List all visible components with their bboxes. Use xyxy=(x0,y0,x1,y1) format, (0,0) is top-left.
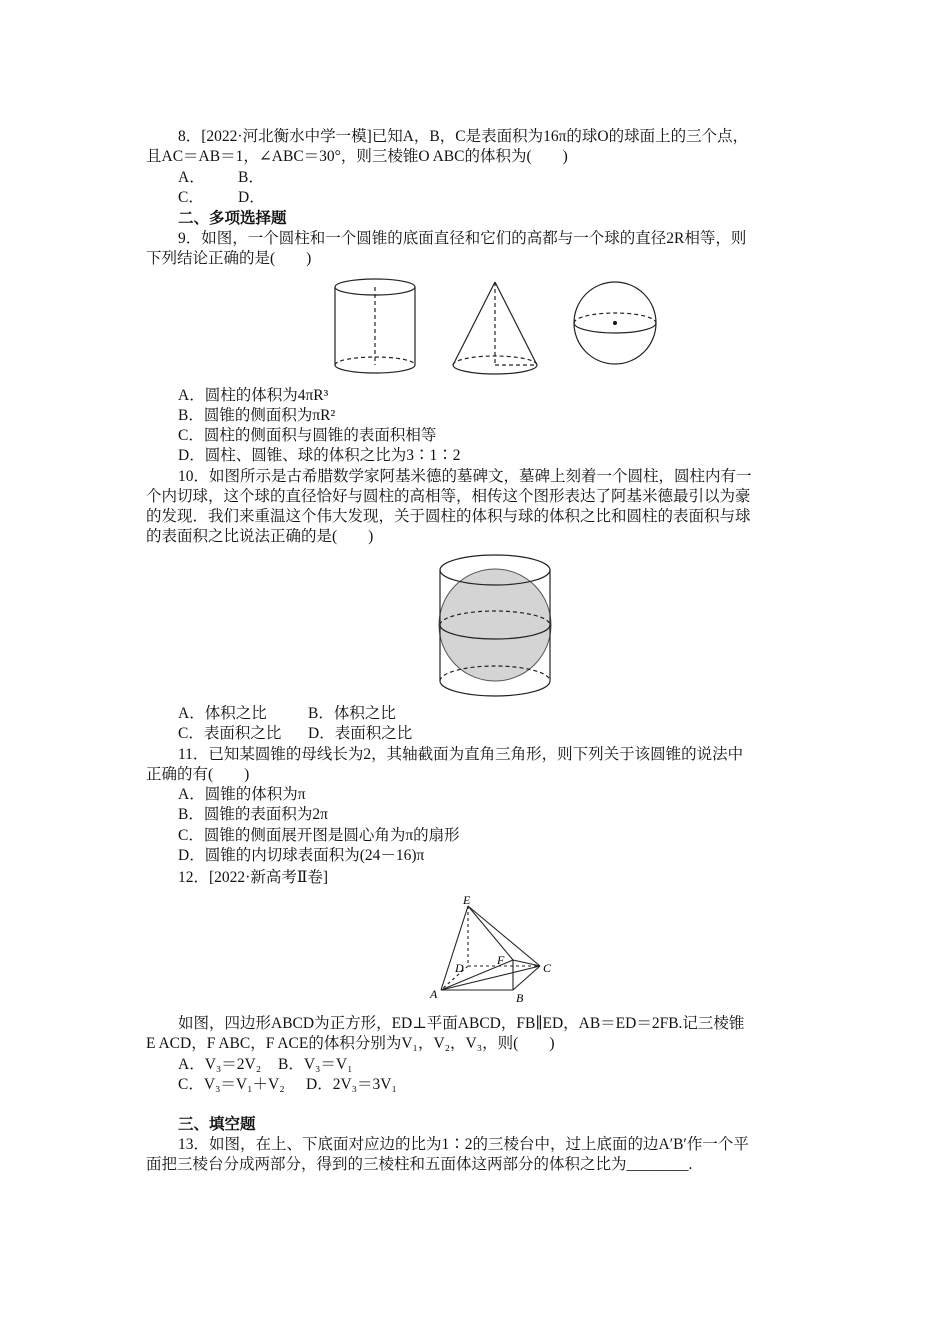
q9-line-1: 9．如图，一个圆柱和一个圆锥的底面直径和它们的高都与一个球的直径2R相等，则 xyxy=(178,230,747,247)
q12-options-row-2 xyxy=(178,1075,848,1095)
point-label-d: D xyxy=(455,961,464,975)
section-heading-fill-in: 三、填空题 xyxy=(178,1116,256,1133)
q10-options-row-1 xyxy=(178,704,848,724)
q11-option-d: D．圆锥的内切球表面积为(24－16)π xyxy=(178,847,425,864)
q12-line-3: E ACD，F ABC，F ACE的体积分别为V₁，V₂，V₃，则( ) xyxy=(146,1035,555,1052)
q8-options-row-2 xyxy=(178,188,848,208)
q10-line-2: 个内切球，这个球的直径恰好与圆柱的高相等，相传这个图形表达了阿基米德最引以为豪 xyxy=(146,488,751,505)
q8-options-row-1 xyxy=(178,168,848,188)
q10-option-d: D．表面积之比 xyxy=(308,725,413,742)
q12-figure-pyramid xyxy=(425,890,560,1010)
section-heading-multiple-choice: 二、多项选择题 xyxy=(178,210,287,227)
q10-option-c: C．表面积之比 xyxy=(178,725,282,742)
q8-option-a: A． xyxy=(178,169,205,186)
q11-option-b: B．圆锥的表面积为2π xyxy=(178,806,328,823)
q8-option-d: D． xyxy=(238,189,265,206)
q9-option-c: C．圆柱的侧面积与圆锥的表面积相等 xyxy=(178,427,437,444)
q9-line-2: 下列结论正确的是( ) xyxy=(146,250,312,267)
q12-option-b: B．V₃＝V₁ xyxy=(278,1056,353,1073)
q8-line-1: 8．[2022·河北衡水中学一模]已知A，B，C是表面积为16π的球O的球面上的三个点， xyxy=(178,128,749,145)
q11-option-a: A．圆锥的体积为π xyxy=(178,786,306,803)
q12-option-a: A．V₃＝2V₂ xyxy=(178,1056,262,1073)
q12-option-c: C．V₃＝V₁＋V₂ xyxy=(178,1076,285,1093)
q12-options-row-1 xyxy=(178,1055,848,1075)
q10-options-row-2 xyxy=(178,724,848,744)
point-label-f: F xyxy=(497,953,505,967)
q9-option-d: D．圆柱、圆锥、球的体积之比为3∶1∶2 xyxy=(178,447,461,464)
q13-line-1: 13．如图，在上、下底面对应边的比为1∶2的三棱台中，过上底面的边A′B′作一个平 xyxy=(178,1136,749,1153)
q11-line-2: 正确的有( ) xyxy=(146,766,250,783)
q10-line-1: 10．如图所示是古希腊数学家阿基米德的墓碑文，墓碑上刻着一个圆柱，圆柱内有一 xyxy=(178,468,752,485)
q13-line-2: 面把三棱台分成两部分，得到的三棱柱和五面体这两部分的体积之比为________. xyxy=(146,1156,693,1173)
q12-line-2: 如图，四边形ABCD为正方形，ED⊥平面ABCD，FB∥ED，AB＝ED＝2FB.记三棱锥 xyxy=(178,1015,745,1032)
q8-line-2: 且AC＝AB＝1，∠ABC＝30°，则三棱锥O ABC的体积为( ) xyxy=(146,148,568,165)
q10-line-3: 的发现．我们来重温这个伟大发现，关于圆柱的体积与球的体积之比和圆柱的表面积与球 xyxy=(146,508,751,525)
q11-option-c: C．圆锥的侧面展开图是圆心角为π的扇形 xyxy=(178,827,460,844)
point-label-b: B xyxy=(516,991,524,1005)
q9-option-b: B．圆锥的侧面积为πR² xyxy=(178,407,336,424)
q10-option-a: A．体积之比 xyxy=(178,705,267,722)
point-label-c: C xyxy=(543,961,552,975)
q11-line-1: 11．已知某圆锥的母线长为2，其轴截面为直角三角形，则下列关于该圆锥的说法中 xyxy=(178,746,744,763)
point-label-a: A xyxy=(430,987,438,1001)
q8-option-c: C． xyxy=(178,189,204,206)
q10-figure-cylinder-inscribed-sphere xyxy=(430,548,560,700)
q10-line-4: 的表面积之比说法正确的是( ) xyxy=(146,528,374,545)
q12-option-d: D．2V₃＝3V₁ xyxy=(306,1076,397,1093)
q9-figure-cylinder-cone-sphere xyxy=(325,272,670,380)
q8-option-b: B． xyxy=(238,169,264,186)
q12-line-1: 12．[2022·新高考Ⅱ卷] xyxy=(178,869,329,886)
q10-option-b: B．体积之比 xyxy=(308,705,396,722)
point-label-e: E xyxy=(463,893,471,907)
q9-option-a: A．圆柱的体积为4πR³ xyxy=(178,387,329,404)
